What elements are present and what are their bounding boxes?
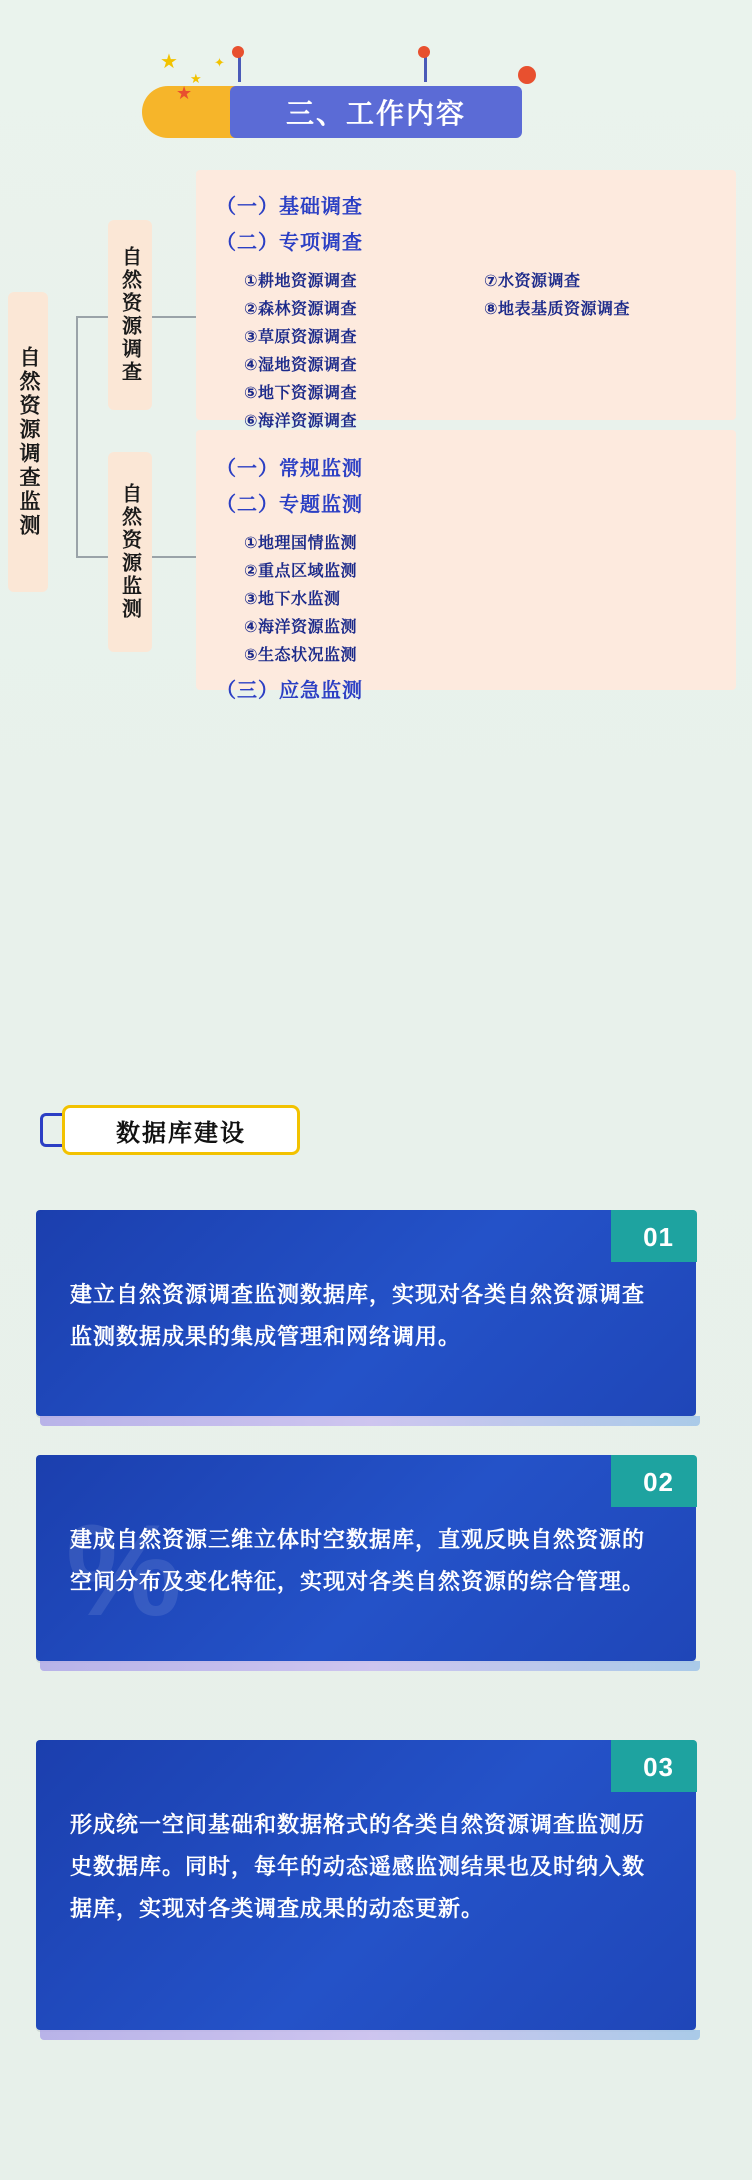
connector-root-vertical [76,316,78,558]
panel-survey-heading-2: （二）专项调查 [216,232,363,254]
connector-branch1-panel [152,316,198,318]
panel-monitor-heading-1: （一）常规监测 [216,458,363,480]
card-02-text: 建成自然资源三维立体时空数据库，直观反映自然资源的空间分布及变化特征，实现对各类自然资源的综合管理。 [70,1527,646,1594]
database-card-03 [36,1740,696,2030]
card-01-text: 建立自然资源调查监测数据库，实现对各类自然资源调查监测数据成果的集成管理和网络调用。 [70,1282,646,1349]
work-content-tree [0,196,752,720]
database-tag-box [62,1105,300,1155]
panel-monitor-heading-3: （三）应急监测 [216,680,363,702]
card-01-shadow [40,1416,700,1426]
pin-stem-left [238,56,241,82]
star-icon-c: ✦ [214,55,225,70]
pin-stem-right [424,56,427,82]
survey-item-5: ⑤地下资源调查 [244,385,358,402]
pin-dot-corner [518,66,536,84]
branch-label-survey: 自然资源调查 [108,220,152,410]
database-tag-label: 数据库建设 [116,1119,246,1147]
panel-monitor [196,430,736,702]
survey-item-3: ③草原资源调查 [244,329,358,346]
card-03-text: 形成统一空间基础和数据格式的各类自然资源调查监测历史数据库。同时，每年的动态遥感监测结果也及时纳入数据库，实现对各类调查成果的动态更新。 [70,1812,646,1921]
survey-item-8: ⑧地表基质资源调查 [484,301,631,318]
card-03-number: 03 [643,1752,674,1782]
tree-root-label: 自然资源调查监测 [8,292,48,592]
star-icon-b: ★ [190,71,202,86]
database-card-02 [36,1455,696,1661]
card-02-number: 02 [643,1467,674,1497]
panel-monitor-heading-2: （二）专题监测 [216,494,363,516]
monitor-item-2: ②重点区域监测 [244,563,358,580]
survey-item-1: ①耕地资源调查 [244,273,358,290]
connector-root-branch2 [76,556,110,558]
card-03-shadow [40,2030,700,2040]
survey-item-6: ⑥海洋资源调查 [244,413,358,430]
panel-survey [196,170,736,430]
section-banner [0,51,752,168]
branch-label-monitor: 自然资源监测 [108,452,152,652]
watermark-decor: % [66,1497,182,1643]
connector-branch2-panel [152,556,198,558]
connector-root-branch1 [76,316,110,318]
star-icon-a: ★ [160,51,178,73]
database-section-tag [40,1105,300,1157]
monitor-item-4: ④海洋资源监测 [244,619,358,636]
card-01-number: 01 [643,1222,674,1252]
database-card-01 [36,1210,696,1416]
monitor-item-1: ①地理国情监测 [244,535,358,552]
panel-survey-heading-1: （一）基础调查 [216,196,363,218]
survey-item-2: ②森林资源调查 [244,301,358,318]
survey-item-4: ④湿地资源调查 [244,357,358,374]
pin-dot-right [418,46,430,58]
section-title: 三、工作内容 [285,98,466,129]
monitor-item-5: ⑤生态状况监测 [244,647,358,664]
monitor-item-3: ③地下水监测 [244,591,341,608]
survey-item-7: ⑦水资源调查 [484,273,581,290]
banner-blue-plate [230,86,522,138]
pin-dot-left [232,46,244,58]
card-02-shadow [40,1661,700,1671]
star-icon-red: ★ [176,83,193,103]
